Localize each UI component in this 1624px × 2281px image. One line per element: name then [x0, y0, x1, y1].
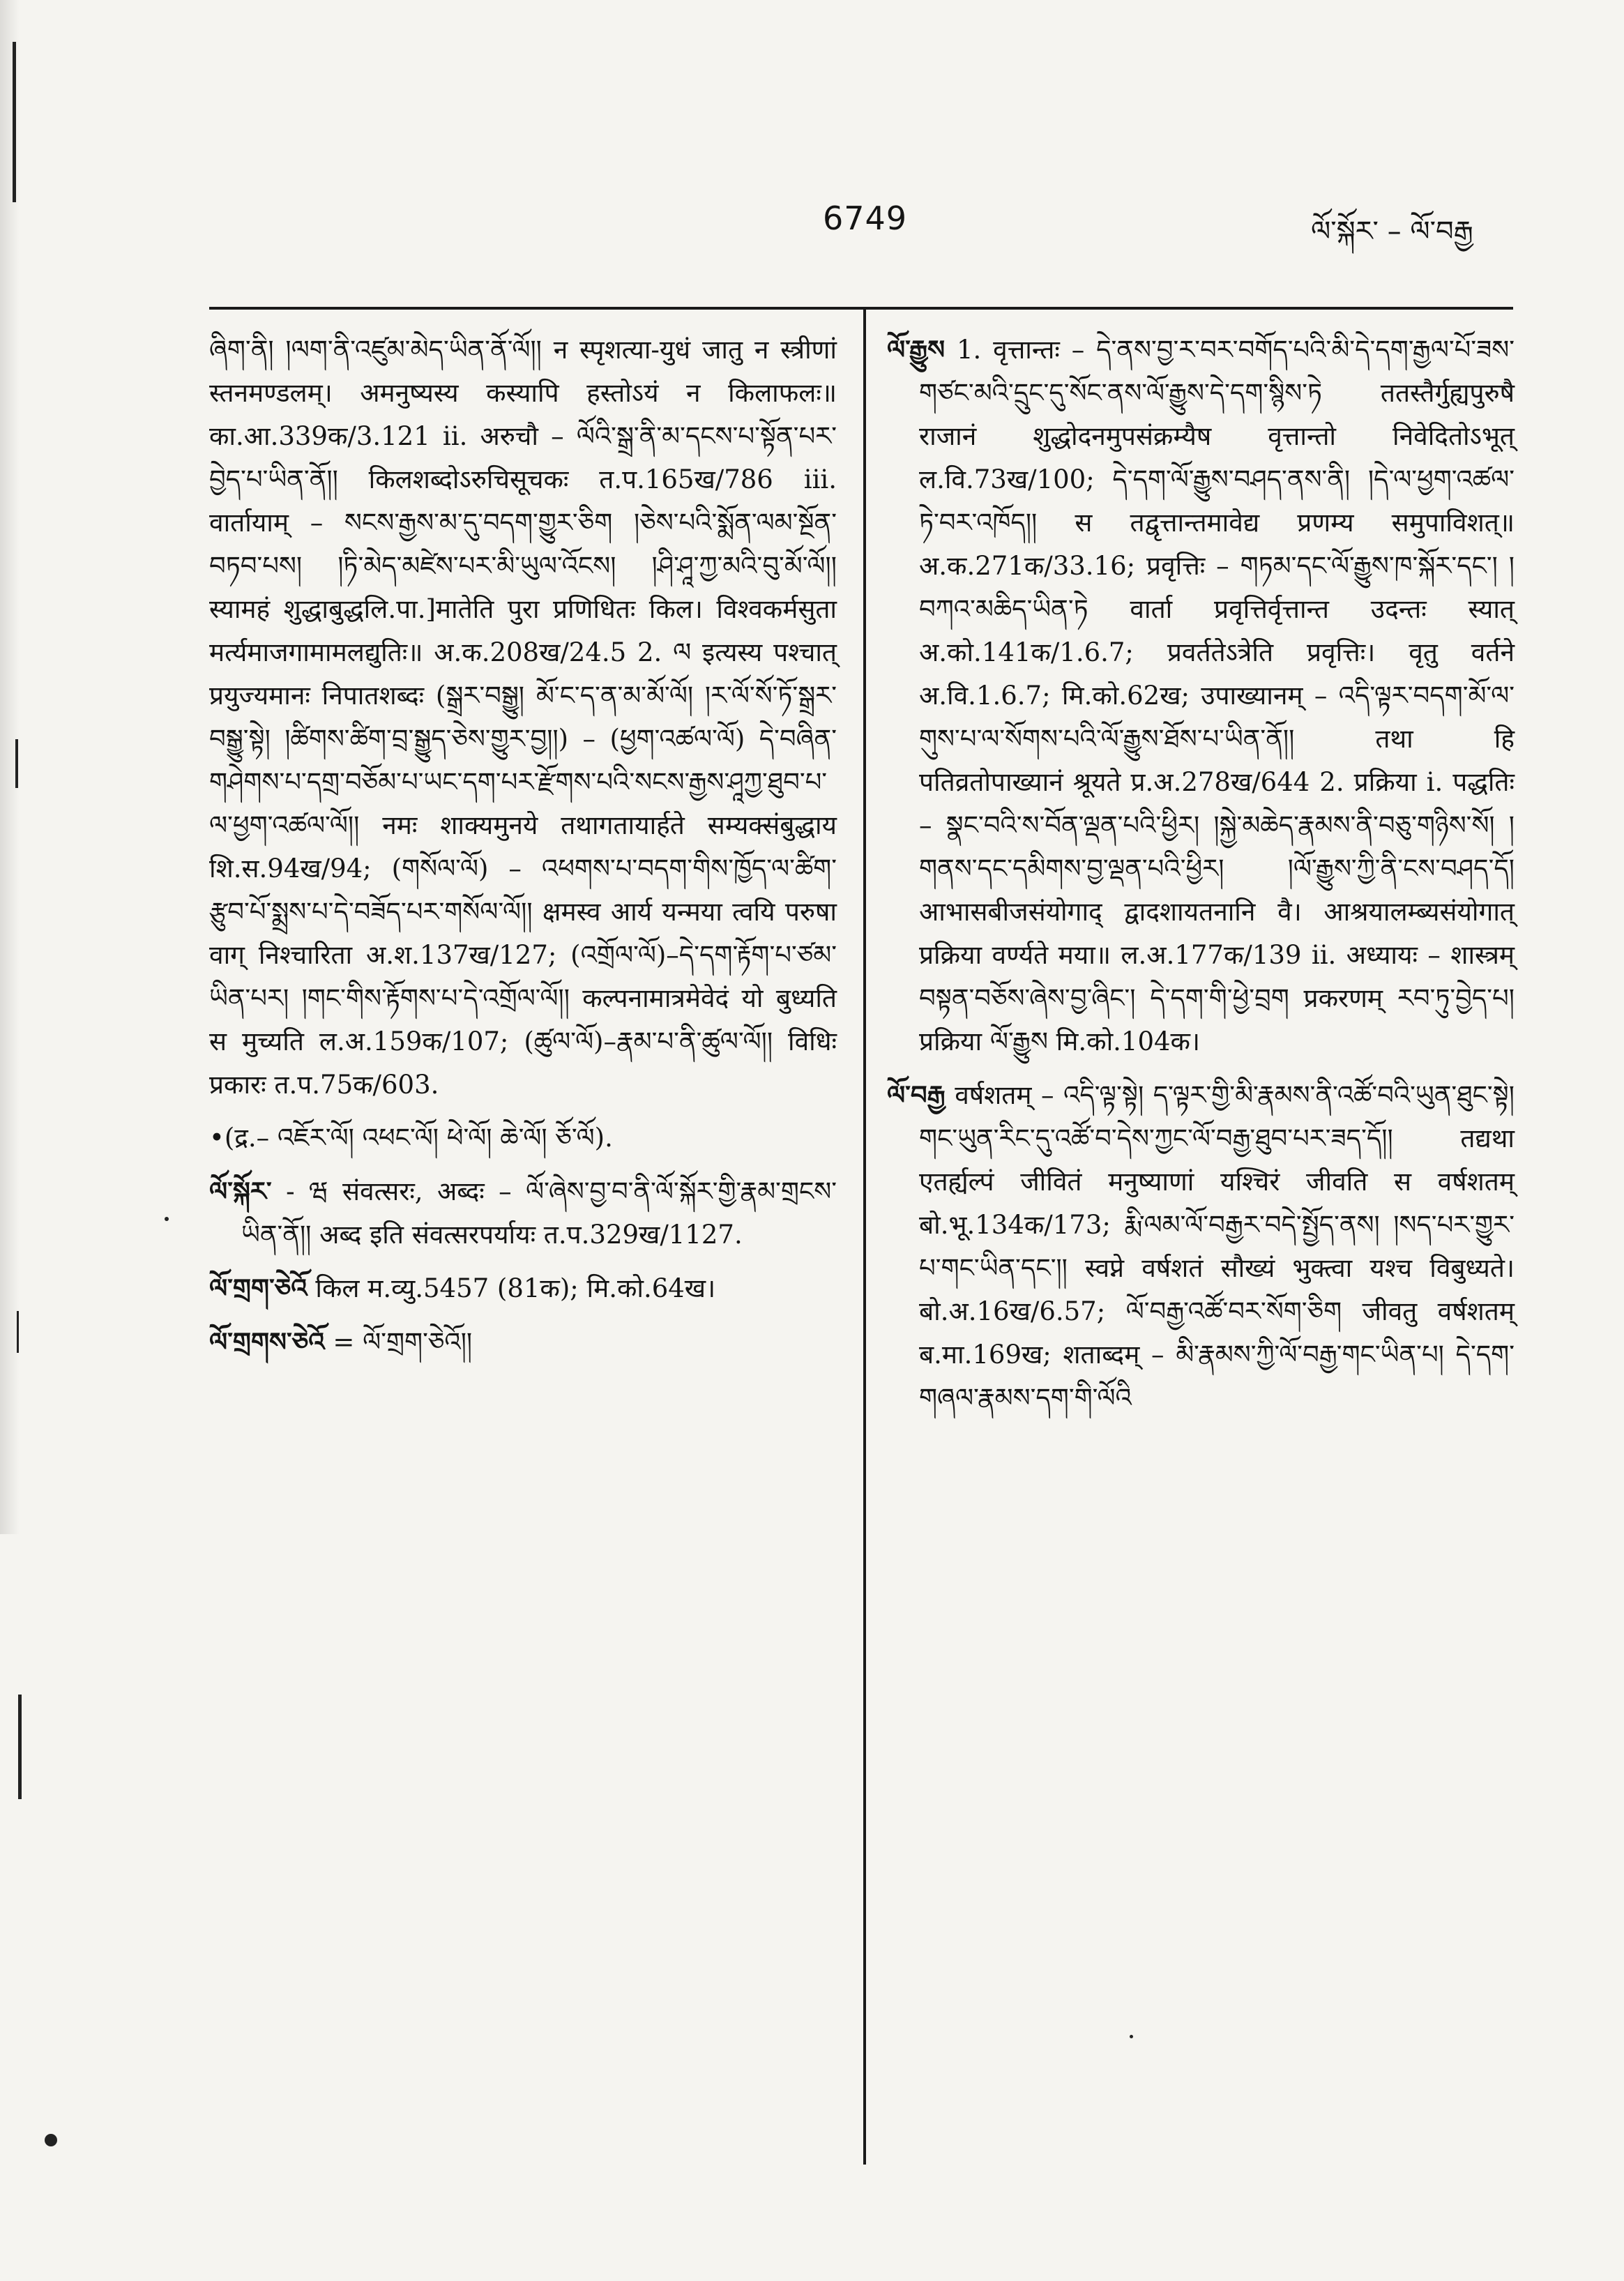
entry-text: = ལོ་གྲག་ཅེའོ།།	[333, 1327, 473, 1357]
cross-reference	[209, 1116, 837, 1160]
dictionary-entry	[209, 1320, 837, 1364]
page-number: 6749	[823, 199, 908, 237]
entry-headword: ལོ་གྲག་ཅེའོ	[209, 1273, 308, 1303]
scan-speck	[1130, 2035, 1133, 2038]
scan-speck	[13, 42, 16, 202]
column-divider	[863, 310, 866, 2165]
entry-text: - ཝ संवत्सरः, अब्दः – ལོ་ཞེས་བྱ་བ་ནི་ལོ་སྐོར་གྱི་རྣམ་གྲངས་ཡིན་ནོ།། अब्द इति संवत्सरपर्यायः त.प.329ख/1127.	[241, 1176, 837, 1250]
scan-speck	[17, 1311, 19, 1353]
right-column	[887, 328, 1515, 1430]
entry-headword: ལོ་གྲགས་ཅེའོ	[209, 1326, 325, 1357]
scan-speck	[18, 1695, 22, 1799]
scan-speck	[45, 2134, 57, 2146]
scan-speck	[165, 1217, 169, 1221]
entry-text: किल म.व्यु.5457 (81क); मि.को.64ख।	[315, 1273, 716, 1303]
running-head: ལོ་སྐོར་ – ལོ་བརྒྱ	[1311, 215, 1473, 248]
dictionary-entry	[209, 1169, 837, 1257]
left-column	[209, 328, 837, 1374]
entry-text: •(द्र.– འཇོར་ལོ། འཕང་ལོ། ཕེ་ལོ། ཆེ་ལོ། ཅོ་ལོ).	[209, 1123, 613, 1153]
entry-text: 1. वृत्तान्तः – དེ་ནས་བྱ་ར་བར་བགོད་པའི་མི་དེ་དག་རྒྱལ་པོ་ཟས་གཙང་མའི་དྲུང་དུ་སོང་ནས་ལོ་རྒྱུས་དེ་དག་སྙིས་ཏེ ततस्तैर्गुह्यपुरुषै राजानं शुद्धोदनमुपसंक्रम्यैष वृत्तान्तो निवेदितोऽभूत् ल.वि.73ख/100; དེ་དག་ལོ་རྒྱུས་བཤད་ནས་ནི། །དེ་ལ་ཕྱག་འཚལ་ཏེ་བར་འཁོད།། स तद्वृत्तान्तमावेद्य प्रणम्य समुपाविशत्॥ अ.क.271क/33.16; प्रवृत्तिः – གཏམ་དང་ལོ་རྒྱུས་ཁ་སྐོར་དང་། །བཀའ་མཆིད་ཡིན་ཏེ वार्ता प्रवृत्तिर्वृत्तान्त उदन्तः स्यात् अ.को.141क/1.6.7; प्रवर्ततेऽत्रेति प्रवृत्तिः। वृतु वर्तने अ.वि.1.6.7; मि.को.62ख; उपाख्यानम् – འདི་ལྟར་བདག་མོ་ལ་གུས་པ་ལ་སོགས་པའི་ལོ་རྒྱུས་ཐོས་པ་ཡིན་ནོ།། तथा हि पतिव्रतोपाख्यानं श्रूयते प्र.अ.278ख/644 2. प्रक्रिया i. पद्धतिः – སྣང་བའི་ས་བོན་ལྡན་པའི་ཕྱིར། །སྐྱེ་མཆེད་རྣམས་ནི་བཅུ་གཉིས་སོ། །གནས་དང་དམིགས་བྱ་ལྡན་པའི་ཕྱིར། །ལོ་རྒྱུས་ཀྱི་ནི་ངས་བཤད་དོ། आभासबीजसंयोगाद् द्वादशायतनानि वै। आश्रयालम्ब्यसंयोगात् प्रक्रिया वर्ण्यते मया॥ ल.अ.177क/139 ii. अध्यायः – शास्त्रम् བསྟན་བཅོས་ཞེས་བྱ་ཞིང་། དེ་དག་གི་ཕྱེ་བྲག प्रकरणम् རབ་ཏུ་བྱེད་པ། प्रक्रिया ལོ་རྒྱུས मि.को.104क।	[919, 335, 1515, 1056]
entry-text: वर्षशतम् – འདི་ལྟ་སྟེ། ད་ལྟར་གྱི་མི་རྣམས་ནི་འཚོ་བའི་ཡུན་ཐུང་སྟེ། གང་ཡུན་རིང་དུ་འཚོ་བ་དེས་ཀྱང་ལོ་བརྒྱ་ཐུབ་པར་ཟད་དོ།། तद्यथा एतर्ह्यल्पं जीवितं मनुष्याणां यश्चिरं जीवति स वर्षशतम् बो.भू.134क/173; རྨི་ལམ་ལོ་བརྒྱར་བདེ་སྤྱོད་ནས། །སད་པར་གྱུར་པ་གང་ཡིན་དང་།། स्वप्ने वर्षशतं सौख्यं भुक्त्वा यश्च विबुध्यते। बो.अ.16ख/6.57; ལོ་བརྒྱ་འཚོ་བར་སོག་ཅིག जीवतु वर्षशतम् ब.मा.169ख; शताब्दम् – མི་རྣམས་ཀྱི་ལོ་བརྒྱ་གང་ཡིན་པ། དེ་དག་གཞལ་རྣམས་དག་གི་ལོའི	[919, 1080, 1515, 1413]
dictionary-entry	[209, 1266, 837, 1310]
entry-continuation	[209, 328, 837, 1107]
entry-headword: ལོ་རྒྱུས	[887, 334, 946, 365]
scan-speck	[15, 739, 18, 788]
header-rule	[209, 307, 1513, 310]
dictionary-entry	[887, 1073, 1515, 1420]
entry-headword: ལོ་སྐོར་	[209, 1176, 272, 1206]
entry-text: ཞིག་ནི། །ལག་ནི་འཛུམ་མེད་ཡིན་ནོ་ལོ།། न स्पृशत्या-युधं जातु न स्त्रीणां स्तनमण्डलम्। अमनुष्यस्य कस्यापि हस्तोऽयं न किलाफलः॥ का.आ.339क/3.121 ii. अरुचौ – ལོའི་སྒྲ་ནི་མ་དངས་པ་སྟོན་པར་བྱེད་པ་ཡིན་ནོ།། किलशब्दोऽरुचिसूचकः त.प.165ख/786 iii. वार्तायाम् – སངས་རྒྱས་མ་དུ་བདག་གྱུར་ཅིག །ཅེས་པའི་སྨོན་ལམ་སྔོན་བཏབ་པས། །ཏི་མེད་མཛེས་པར་མི་ཡུལ་འོངས། །ཤི་ཤཱ་ཀྱ་མའི་བུ་མོ་ལོ།། स्यामहं शुद्धाबुद्धलि.पा.]मातेति पुरा प्रणिधितः किल। विश्वकर्मसुता मर्त्यमाजगामामलद्युतिः॥ अ.क.208ख/24.5 2. ལ इत्यस्य पश्चात् प्रयुज्यमानः निपातशब्दः (སྒྲར་བསྒྱུ། མོ་ང་ད་ན་མ་མོ་ལོ། །ར་ལོ་སོ་ཏོ་སྒྲར་བསྒྱུ་སྟེ། །ཚིགས་ཚིག་བྲ་སྒྱུད་ཅེས་གྱུར་བྱ།།) – (ཕྱག་འཚལ་ལོ) དེ་བཞིན་གཤེགས་པ་དགྲ་བཅོམ་པ་ཡང་དག་པར་རྫོགས་པའི་སངས་རྒྱས་ཤཱཀྱ་ཐུབ་པ་ལ་ཕྱག་འཚལ་ལོ།། नमः शाक्यमुनये तथागतायार्हते सम्यक्संबुद्धाय शि.स.94ख/94; (གསོལ་ལོ) – འཕགས་པ་བདག་གིས་ཁྱོད་ལ་ཚིག་རྩུབ་པོ་སྨྲས་པ་དེ་བཟོད་པར་གསོལ་ལོ།། क्षमस्व आर्य यन्मया त्वयि परुषा वाग् निश्चारिता अ.श.137ख/127; (འགྲོལ་ལོ)–དེ་དག་རྟོག་པ་ཙམ་ཡིན་པར། །གང་གིས་རྟོགས་པ་དེ་འགྲོལ་ལོ།། कल्पनामात्रमेवेदं यो बुध्यति स मुच्यति ल.अ.159क/107; (ཚུལ་ལོ)–རྣམ་པ་ནི་ཚུལ་ལོ།། विधिः प्रकारः त.प.75क/603.	[209, 335, 837, 1100]
dictionary-entry	[887, 328, 1515, 1063]
entry-headword: ལོ་བརྒྱ	[887, 1079, 946, 1110]
